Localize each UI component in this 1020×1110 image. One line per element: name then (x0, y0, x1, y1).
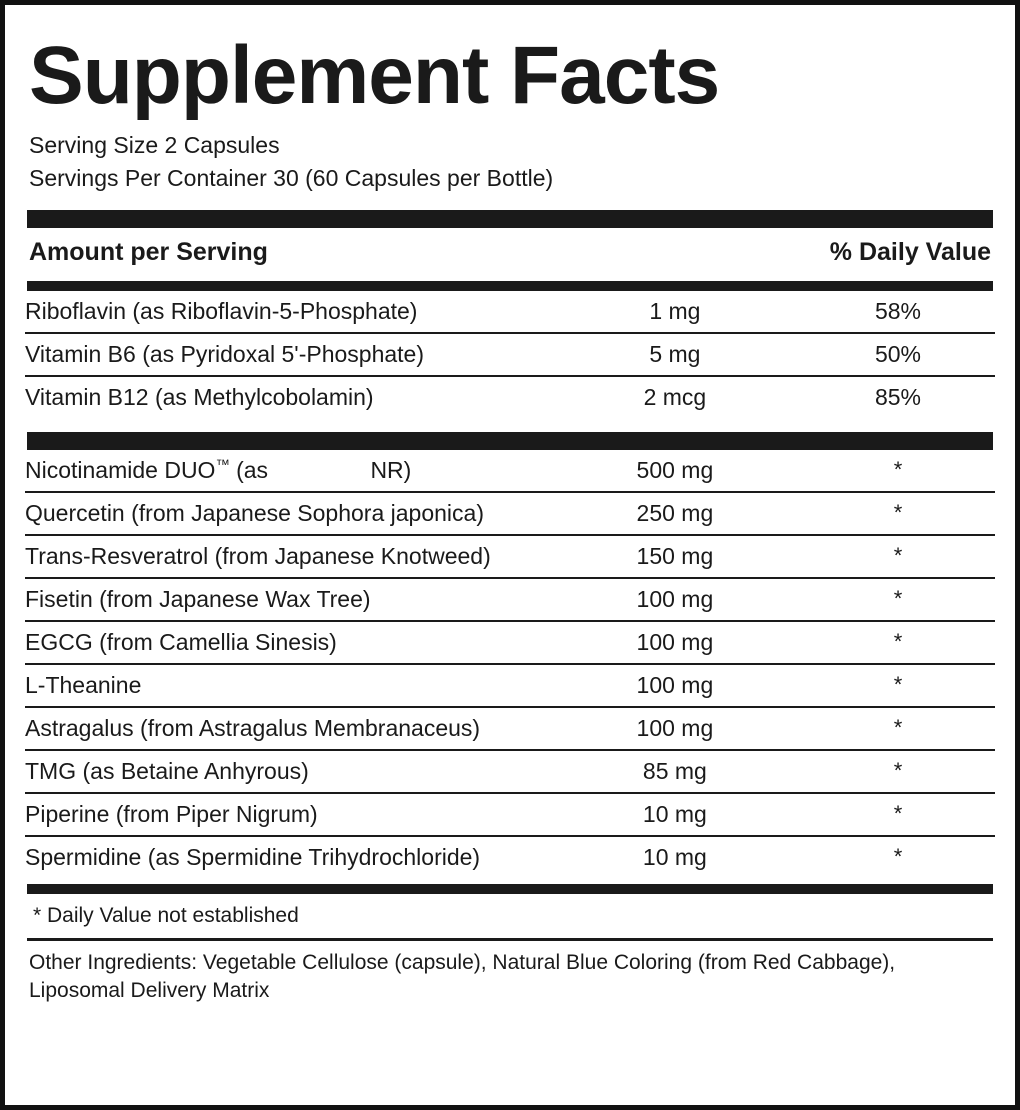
serving-size-text: Serving Size 2 Capsules (29, 132, 280, 158)
ingredient-dv: * (801, 750, 995, 793)
servings-per-container-text: Servings Per Container 30 (60 Capsules per Bottle) (29, 165, 554, 192)
trademark-icon: ™ (215, 457, 230, 474)
table-row (25, 707, 995, 750)
ingredient-amount: 85 mg (549, 750, 801, 793)
nutrient-name: Riboflavin (as Riboflavin-5-Phosphate) (25, 291, 549, 333)
table-row (25, 793, 995, 836)
ingredient-name: Piperine (from Piper Nigrum) (25, 793, 549, 836)
ingredient-amount: 500 mg (549, 450, 801, 492)
daily-value-footnote: * Daily Value not established (33, 903, 299, 927)
table-row (25, 836, 995, 878)
blend-table (25, 450, 995, 878)
ingredient-amount: 100 mg (549, 621, 801, 664)
daily-value-label: % Daily Value (829, 237, 991, 266)
page-title: Supplement Facts (29, 30, 720, 121)
ingredient-name: L-Theanine (25, 664, 549, 707)
ingredient-name: Quercetin (from Japanese Sophora japonica) (25, 492, 549, 535)
ingredient-amount: 100 mg (549, 664, 801, 707)
divider-medium-1 (27, 281, 993, 291)
amount-header-row (25, 228, 995, 275)
table-row (25, 664, 995, 707)
table-row (25, 492, 995, 535)
amount-per-serving-label: Amount per Serving (29, 237, 268, 266)
ingredient-amount: 250 mg (549, 492, 801, 535)
ingredient-amount: 100 mg (549, 578, 801, 621)
ingredient-name: Astragalus (from Astragalus Membranaceus) (25, 707, 549, 750)
table-row (25, 450, 995, 492)
nutrient-amount: 1 mg (549, 291, 801, 333)
ingredient-name-pre: Nicotinamide DUO (25, 456, 216, 483)
divider-thick-middle (27, 432, 993, 450)
ingredient-name-post: (as (229, 456, 275, 483)
table-row (25, 621, 995, 664)
divider-thick-top (27, 210, 993, 228)
other-ingredients-text: Other Ingredients: Vegetable Cellulose (capsule), Natural Blue Coloring (from Red Cabbage), Liposomal Delivery Matrix (29, 950, 896, 1003)
ingredient-dv: * (801, 535, 995, 578)
ingredient-dv: * (801, 450, 995, 492)
table-row (25, 750, 995, 793)
nutrient-dv: 85% (874, 383, 922, 410)
nutrient-amount: 5 mg (549, 333, 801, 376)
ingredient-amount: 10 mg (642, 843, 707, 870)
nutrient-dv: 58% (801, 291, 995, 333)
ingredient-dv: * (801, 578, 995, 621)
ingredient-dv: * (801, 621, 995, 664)
table-row (25, 333, 995, 376)
divider-medium-2 (27, 884, 993, 894)
table-row (25, 578, 995, 621)
ingredient-name: Fisetin (from Japanese Wax Tree) (25, 578, 549, 621)
ingredient-amount: 10 mg (549, 793, 801, 836)
ingredient-dv: * (801, 793, 995, 836)
ingredient-amount: 100 mg (549, 707, 801, 750)
vitamins-table (25, 291, 995, 418)
ingredient-name: TMG (as Betaine Anhyrous) (25, 750, 549, 793)
ingredient-name: Trans-Resveratrol (from Japanese Knotweed) (25, 535, 549, 578)
ingredient-dv: * (893, 844, 903, 870)
nutrient-amount: 2 mcg (643, 383, 707, 410)
table-row (25, 291, 995, 333)
ingredient-dv: * (801, 664, 995, 707)
ingredient-dv: * (801, 492, 995, 535)
ingredient-name: EGCG (from Camellia Sinesis) (25, 621, 549, 664)
nutrient-dv: 50% (801, 333, 995, 376)
ingredient-name: Spermidine (as Spermidine Trihydrochloride) (25, 843, 481, 870)
table-row (25, 376, 995, 418)
ingredient-name-end: NR) (370, 456, 412, 483)
ingredient-amount: 150 mg (549, 535, 801, 578)
nutrient-name: Vitamin B12 (as Methylcobolamin) (25, 383, 374, 410)
nutrient-name: Vitamin B6 (as Pyridoxal 5'-Phosphate) (25, 333, 549, 376)
ingredient-dv: * (801, 707, 995, 750)
ingredient-name (25, 450, 549, 492)
table-row (25, 535, 995, 578)
